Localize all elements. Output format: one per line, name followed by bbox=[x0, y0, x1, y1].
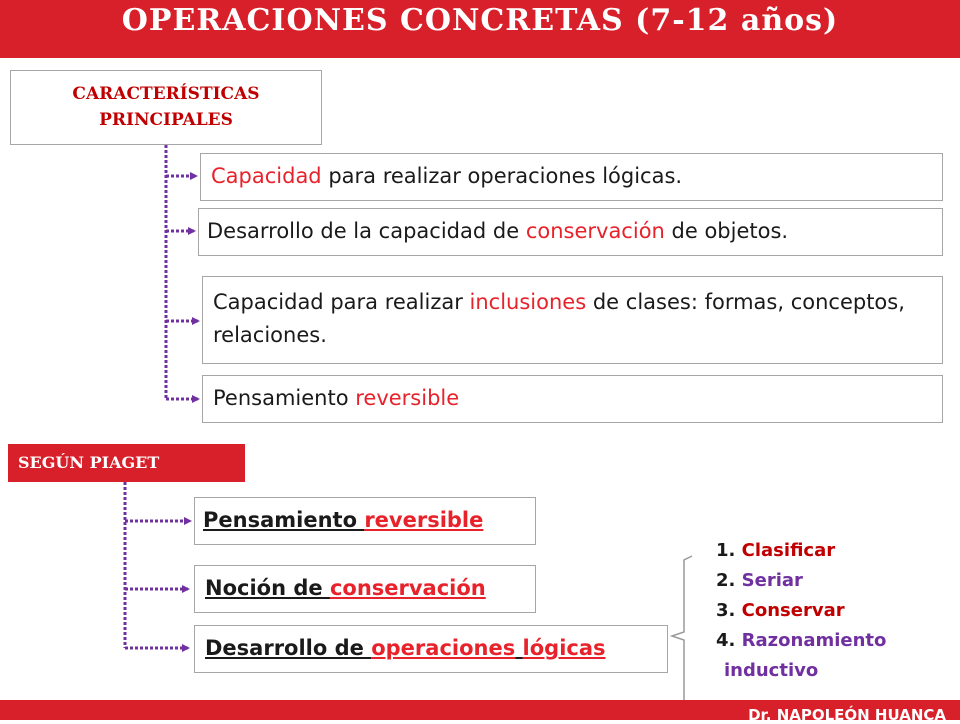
caracteristicas-header bbox=[10, 70, 322, 145]
highlight-term: operaciones bbox=[371, 636, 516, 660]
piaget-item: Noción de conservación bbox=[194, 565, 536, 613]
list-item: 4. Razonamiento bbox=[716, 630, 887, 651]
piaget-item: Pensamiento reversible bbox=[194, 497, 536, 545]
list-item: 1. Clasificar bbox=[716, 540, 836, 561]
caracteristica-item: Capacidad para realizar operaciones lógicas. bbox=[200, 153, 943, 201]
piaget-item: Desarrollo de operaciones lógicas bbox=[194, 625, 668, 673]
footer-author: Dr. NAPOLEÓN HUANCA bbox=[748, 706, 946, 724]
caracteristicas-header-line1: CARACTERÍSTICAS bbox=[72, 84, 260, 104]
list-item: 2. Seriar bbox=[716, 570, 803, 591]
highlight-term: reversible bbox=[355, 386, 460, 410]
list-bracket bbox=[672, 556, 692, 700]
page-title: OPERACIONES CONCRETAS (7-12 años) bbox=[121, 3, 839, 38]
highlight-term: reversible bbox=[364, 508, 484, 532]
highlight-term: Capacidad bbox=[211, 164, 322, 188]
caracteristica-item: Capacidad para realizar inclusiones de clases: formas, conceptos, relaciones. bbox=[202, 276, 943, 364]
highlight-term: lógicas bbox=[522, 636, 606, 660]
highlight-term: conservación bbox=[525, 219, 665, 243]
caracteristica-item: Pensamiento reversible bbox=[202, 375, 943, 423]
footer-bar bbox=[0, 700, 960, 724]
highlight-term: conservación bbox=[329, 576, 486, 600]
caracteristicas-header-line2: PRINCIPALES bbox=[99, 110, 233, 130]
caracteristica-item: Desarrollo de la capacidad de conservación de objetos. bbox=[198, 208, 943, 256]
piaget-header: SEGÚN PIAGET bbox=[8, 444, 245, 482]
list-item: 3. Conservar bbox=[716, 600, 845, 621]
operaciones-list bbox=[716, 536, 886, 686]
list-item: inductivo bbox=[724, 660, 819, 681]
highlight-term: inclusiones bbox=[469, 290, 587, 314]
